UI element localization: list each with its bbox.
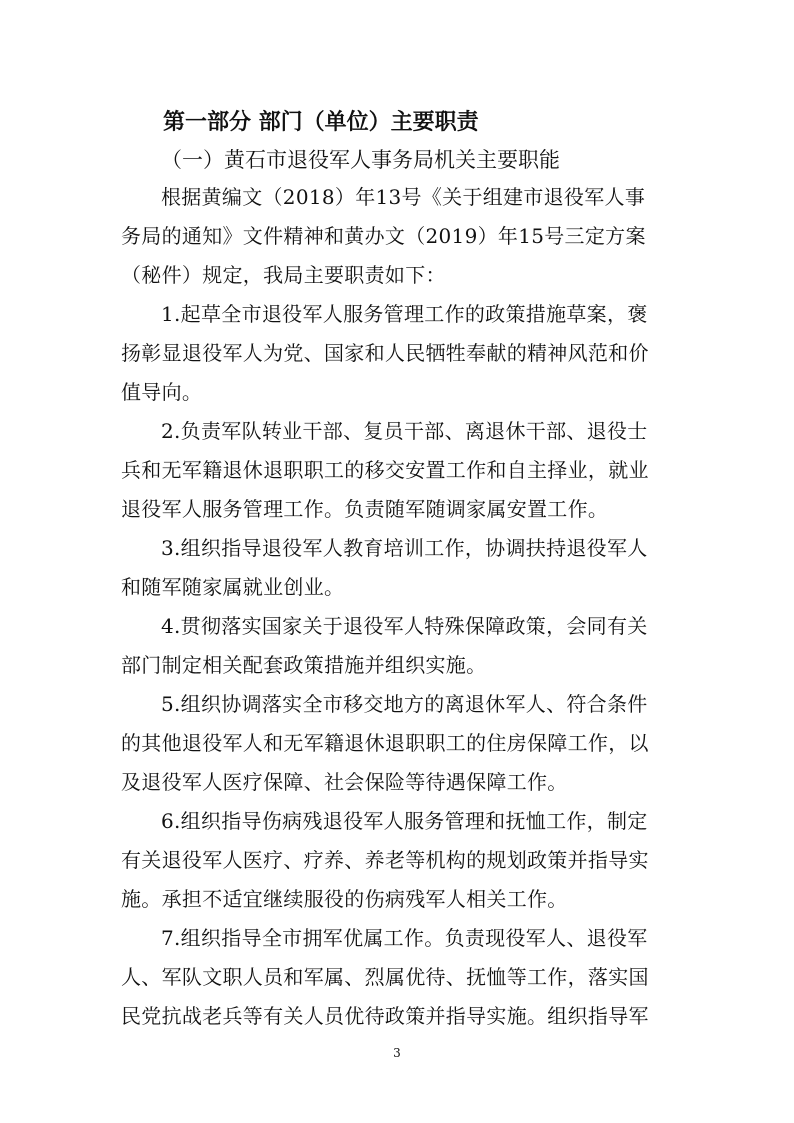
text-line: 7.组织指导全市拥军优属工作。负责现役军人、退役军 — [161, 926, 648, 950]
paragraph-duty-5 — [121, 685, 676, 802]
text-line: 人、军队文职人员和军属、烈属优待、抚恤等工作，落实国 — [121, 965, 649, 989]
paragraph-duty-7 — [121, 919, 676, 1036]
text-line: 有关退役军人医疗、疗养、养老等机构的规划政策并指导实 — [121, 848, 649, 872]
text-line: 扬彰显退役军人为党、国家和人民牺牲奉献的精神风范和价 — [121, 341, 649, 365]
paragraph-duty-2 — [121, 412, 676, 529]
text-line: （秘件）规定，我局主要职责如下： — [121, 263, 446, 287]
text-line: 6.组织指导伤病残退役军人服务管理和抚恤工作，制定 — [161, 809, 648, 833]
text-line: 及退役军人医疗保障、社会保险等待遇保障工作。 — [121, 770, 568, 794]
text-line: 的其他退役军人和无军籍退休退职职工的住房保障工作，以 — [121, 731, 649, 755]
text-line: 根据黄编文（2018）年13号《关于组建市退役军人事 — [161, 185, 646, 209]
text-line: 5.组织协调落实全市移交地方的离退休军人、符合条件 — [161, 692, 648, 716]
text-line: 值导向。 — [121, 380, 203, 404]
body-text — [121, 178, 676, 1036]
text-line: 部门制定相关配套政策措施并组织实施。 — [121, 653, 487, 677]
text-line: 施。承担不适宜继续服役的伤病残军人相关工作。 — [121, 887, 568, 911]
paragraph-duty-6 — [121, 802, 676, 919]
text-line: 和随军随家属就业创业。 — [121, 575, 345, 599]
paragraph-duty-4 — [121, 607, 676, 685]
paragraph-intro — [121, 178, 676, 295]
page-number: 3 — [393, 1046, 401, 1060]
text-line: 民党抗战老兵等有关人员优待政策并指导实施。组织指导军 — [121, 1004, 649, 1028]
section-heading: 第一部分 部门（单位）主要职责 — [163, 110, 479, 135]
text-line: 兵和无军籍退休退职职工的移交安置工作和自主择业，就业 — [121, 458, 649, 482]
text-line: 退役军人服务管理工作。负责随军随调家属安置工作。 — [121, 497, 609, 521]
text-line: 3.组织指导退役军人教育培训工作，协调扶持退役军人 — [161, 536, 648, 560]
text-line: 1.起草全市退役军人服务管理工作的政策措施草案，褒 — [161, 302, 648, 326]
text-line: 2.负责军队转业干部、复员干部、离退休干部、退役士 — [161, 419, 648, 443]
paragraph-duty-3 — [121, 529, 676, 607]
subsection-heading: （一）黄石市退役军人事务局机关主要职能 — [161, 148, 560, 172]
text-line: 4.贯彻落实国家关于退役军人特殊保障政策，会同有关 — [161, 614, 648, 638]
text-line: 务局的通知》文件精神和黄办文（2019）年15号三定方案 — [121, 224, 646, 248]
paragraph-duty-1 — [121, 295, 676, 412]
